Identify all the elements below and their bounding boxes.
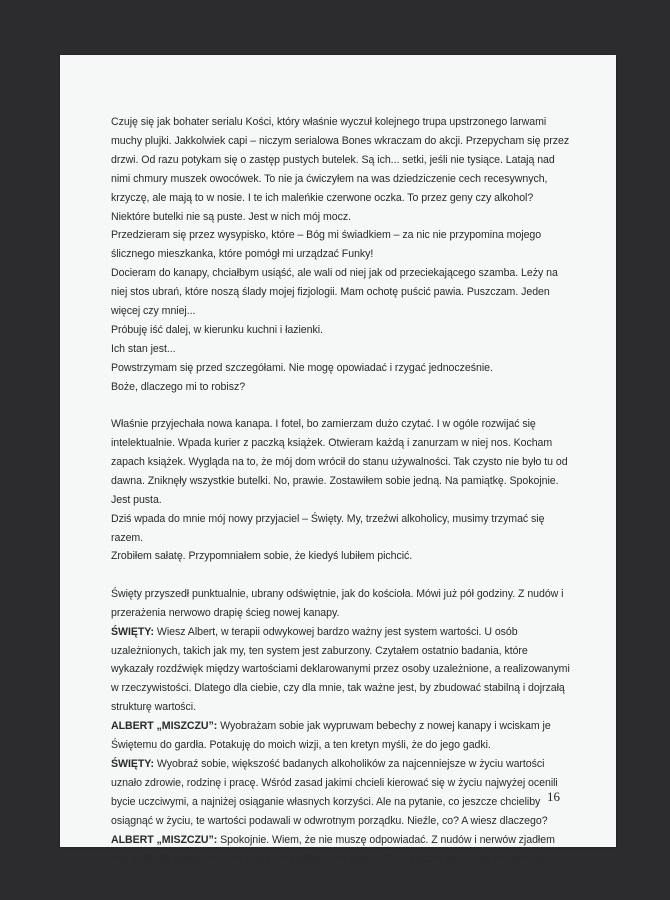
- paragraph: Przedzieram się przez wysypisko, które – Bóg mi świadkiem – za nic nie przypomina mojego ślicznego mieszkanka, które pomógł mi urządzać Funky!: [111, 229, 542, 261]
- section-gap: [111, 397, 573, 416]
- dialogue-line: [111, 831, 573, 869]
- dialogue-line: [111, 717, 573, 755]
- dialogue-line: [111, 623, 573, 718]
- paragraph: Dziś wpada do mnie mój nowy przyjaciel – Święty. My, trzeźwi alkoholicy, musimy trzymać się razem.: [111, 512, 545, 544]
- paragraph: Święty przyszedł punktualnie, ubrany odświętnie, jak do kościoła. Mówi już pół godziny. Z nudów i przerażenia nerwowo drapię ścieg nowej kanapy.: [111, 587, 564, 619]
- speaker-name: ŚWIĘTY:: [111, 625, 155, 638]
- page-body-text: [111, 113, 573, 868]
- speaker-name: ŚWIĘTY:: [111, 758, 155, 770]
- dialogue-text: Spokojnie. Wiem, że nie muszę odpowiadać. Z nudów i nerwów zjadłem trzy dokładki sałaty. Jeszcze nigdy nie zjadłem tyle sałaty. Zaraz zacznę kicać i się rozmnażać.: [111, 833, 555, 865]
- dialogue-text: Wiesz Albert, w terapii odwykowej bardzo ważny jest system wartości. U osób uzależnionych, takich jak my, ten system jest zaburzony. Czytałem ostatnio badania, które wykazały rozdźwięk między wartościami deklarowanymi przez osoby uzależnione, a realizowanymi w rzeczywistości. Dlatego dla ciebie, czy dla mnie, tak ważne jest, by zbudować stabilną i dojrzałą strukturę wartości.: [111, 625, 570, 714]
- paragraph: Zrobiłem sałatę. Przypomniałem sobie, że kiedyś lubiłem pichcić.: [111, 550, 413, 563]
- dialogue-line: [111, 755, 573, 831]
- paragraph: Próbuję iść dalej, w kierunku kuchni i łazienki.: [111, 323, 323, 336]
- paragraph: Powstrzymam się przed szczegółami. Nie mogę opowiadać i rzygać jednocześnie.: [111, 361, 493, 374]
- paragraph: Docieram do kanapy, chciałbym usiąść, ale wali od niej jak od przeciekającego szamba. Leży na niej stos ubrań, które noszą ślady mojej fizjologii. Mam ochotę puścić pawia. Puszczam. Jeden więcej czy mniej...: [111, 267, 558, 318]
- paragraph: Właśnie przyjechała nowa kanapa. I fotel, bo zamierzam dużo czytać. I w ogóle rozwijać się intelektualnie. Wpada kurier z paczką książek. Otwieram każdą i zanurzam w niej nos. Kocham zapach książek. Wygląda na to, że mój dom wrócił do stanu używalności. Tak czysto nie było tu od dawna. Zniknęły wszystkie butelki. No, prawie. Zostawiłem sobie jedną. Na pamiątkę. Spokojnie. Jest pusta.: [111, 418, 568, 506]
- document-page: [60, 55, 616, 865]
- page-number: 16: [547, 789, 560, 804]
- paragraph: Niektóre butelki nie są puste. Jest w nich mój mocz.: [111, 210, 351, 223]
- section-gap: [111, 566, 573, 585]
- dialogue-text: Wyobraź sobie, większość badanych alkoholików za najcenniejsze w życiu wartości uznało zdrowie, rodzinę i pracę. Wśród zasad jakimi chcieli kierować się w życiu najwyżej ocenili bycie uczciwymi, a najniżej osiąganie własnych korzyści. Ale na pytanie, co jeszcze chcieliby osiągnąć w życiu, te wartości podawali w odwrotnym porządku. Nieźle, co? A wiesz dlaczego?: [111, 758, 558, 827]
- speaker-name: ALBERT „MISZCZU”:: [111, 720, 218, 733]
- paragraph: Czuję się jak bohater serialu Kości, który właśnie wyczuł kolejnego trupa upstrzonego larwami muchy plujki. Jakkolwiek capi – niczym serialowa Bones wkraczam do akcji. Przepycham się przez drzwi. Od razu potykam się o zastęp pustych butelek. Są ich... setki, jeśli nie tysiące. Latają nad nimi chmury muszek owocówek. To nie ja ćwiczyłem na was dziedziczenie cech recesywnych, krzyczę, ale mają to w nosie. I te ich maleńkie czerwone oczka. To przez geny czy alkohol?: [111, 116, 570, 204]
- dialogue-text: Wyobrażam sobie jak wypruwam bebechy z nowej kanapy i wciskam je Świętemu do gardła. Potakuję do moich wizji, a ten kretyn myśli, że do jego gadki.: [111, 720, 551, 752]
- speaker-name: ALBERT „MISZCZU”:: [111, 833, 218, 846]
- paragraph: Ich stan jest...: [111, 342, 176, 355]
- paragraph: Boże, dlaczego mi to robisz?: [111, 380, 246, 393]
